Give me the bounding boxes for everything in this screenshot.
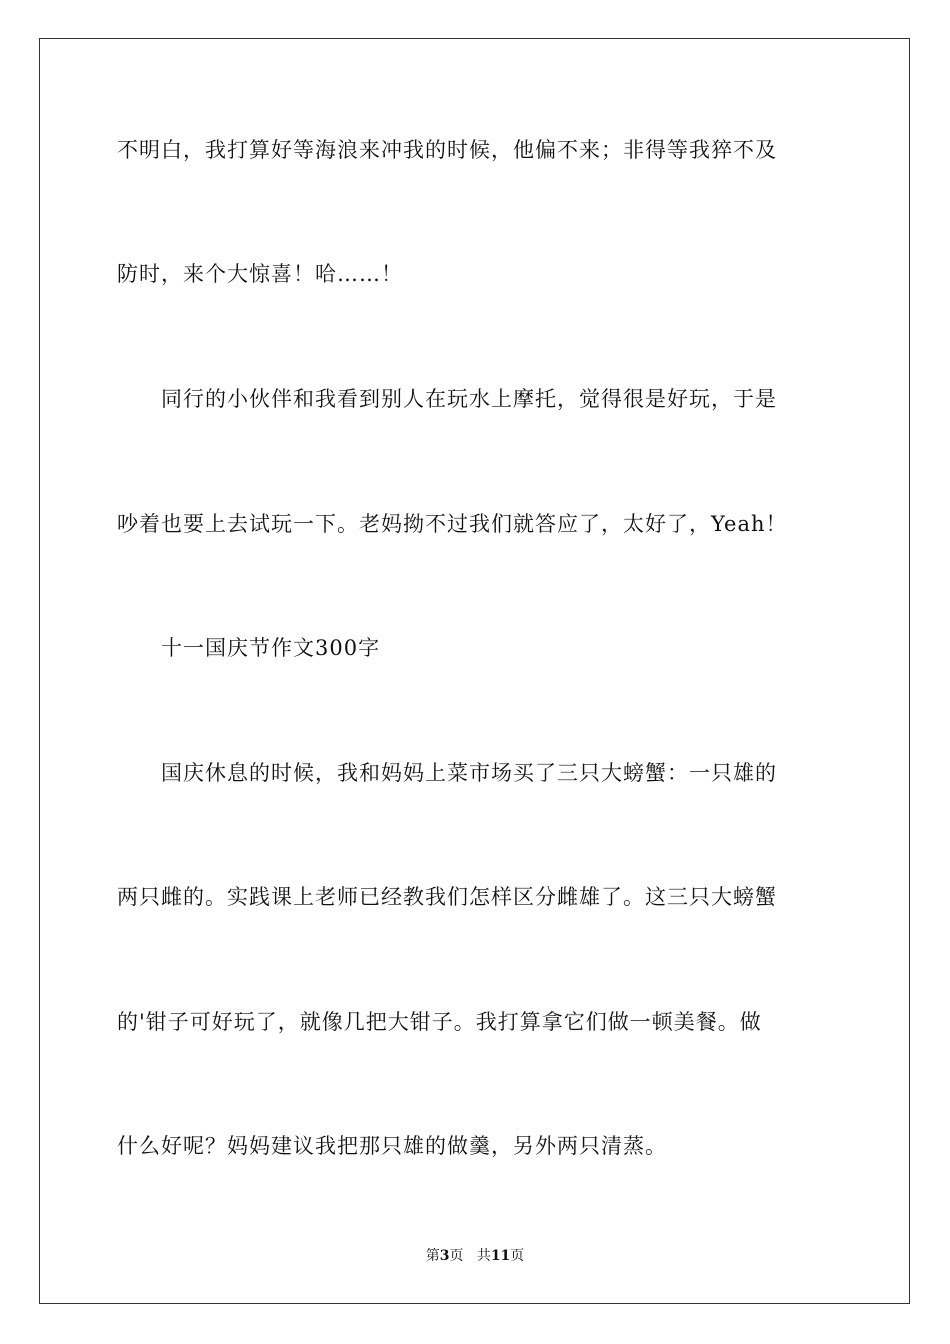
page-footer: [0, 1247, 950, 1265]
text-line: 同行的小伙伴和我看到别人在玩水上摩托，觉得很是好玩，于是: [117, 387, 777, 411]
total-suffix: 页: [510, 1248, 525, 1264]
text-line: 国庆休息的时候，我和妈妈上菜市场买了三只大螃蟹：一只雄的: [117, 761, 777, 785]
page-border: [39, 38, 910, 1304]
text-line: 两只雌的。实践课上老师已经教我们怎样区分雌雄了。这三只大螃蟹: [117, 885, 777, 909]
page-number: 3: [439, 1248, 450, 1264]
text-line: 防时，来个大惊喜！哈……！: [117, 262, 403, 286]
section-heading: 十一国庆节作文300字: [117, 636, 381, 660]
total-pages: 11: [490, 1248, 511, 1264]
text-line: 不明白，我打算好等海浪来冲我的时候，他偏不来；非得等我猝不及: [117, 138, 777, 162]
page-prefix: 第: [425, 1248, 440, 1264]
text-line: 的'钳子可好玩了，就像几把大钳子。我打算拿它们做一顿美餐。做: [117, 1010, 762, 1034]
text-line: 什么好呢？妈妈建议我把那只雄的做羹，另外两只清蒸。: [117, 1134, 667, 1158]
page-suffix: 页: [449, 1248, 464, 1264]
text-line: 吵着也要上去试玩一下。老妈拗不过我们就答应了，太好了，Yeah！: [117, 512, 788, 536]
total-prefix: 共: [476, 1248, 491, 1264]
